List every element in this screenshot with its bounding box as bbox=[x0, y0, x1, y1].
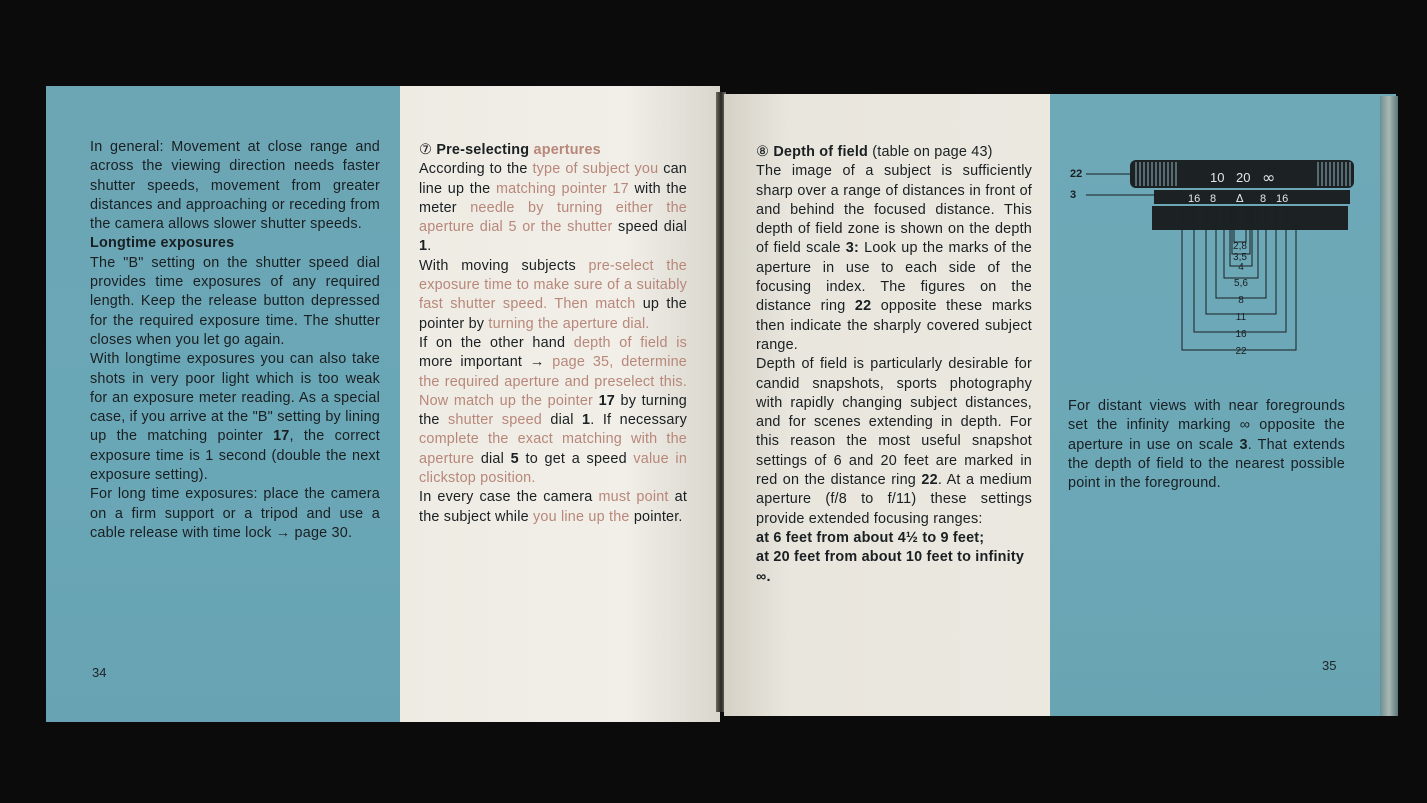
scale-mark-right-8: 8 bbox=[1260, 193, 1267, 205]
paragraph-snapshot-settings: Depth of field is particularly desirable for candid snapshots, sports photography with rapidly changing subject distances, and for scenes extending in depth. For this reason the most useful snapshot settings of 6 and 20 feet are marked in red on the distance ring 22. At a medium aperture (f/8 to f/11) these settings provide extended focusing ranges: bbox=[756, 356, 1032, 527]
paragraph-moving-subjects: With moving subjects pre-select the exposure time to make sure of a suitably fast shutter speed. Then match up the pointer by turning the aperture dial. bbox=[419, 257, 687, 332]
scale-index-mark: Δ bbox=[1236, 192, 1244, 205]
depth-of-field-scale-diagram bbox=[1064, 150, 1364, 370]
paragraph-type-of-subject: According to the type of subject you can line up the matching pointer 17 with the meter needle by turning either the aperture dial 5 or the shutter speed dial 1. bbox=[419, 161, 688, 255]
focus-range-6-feet: at 6 feet from about 4½ to 9 feet; bbox=[756, 529, 985, 546]
paragraph-infinity-marking: For distant views with near foregrounds set the infinity marking ∞ opposite the aperture in use on scale 3. That extends the depth of field to the nearest possible point in the foreground. bbox=[1068, 398, 1345, 492]
paragraph-b-setting: The "B" setting on the shutter speed dial provides time exposures of any required length. Keep the release button depressed for the required exposure time. The shutter closes when you let go again. bbox=[90, 254, 380, 348]
page-edges bbox=[1380, 96, 1398, 716]
aperture-label-4: 4 bbox=[1238, 262, 1244, 273]
column-pre-selecting-apertures bbox=[419, 141, 687, 527]
section-number-7: ⑦ bbox=[419, 142, 433, 158]
callout-22-label: 22 bbox=[1070, 168, 1083, 180]
heading-depth-of-field: ⑧ Depth of field (table on page 43) bbox=[756, 144, 993, 160]
scale-mark-left-8: 8 bbox=[1210, 193, 1217, 205]
aperture-label-16: 16 bbox=[1235, 329, 1247, 340]
heading-longtime-exposures: Longtime exposures bbox=[90, 235, 235, 252]
aperture-label-11: 11 bbox=[1235, 312, 1247, 323]
aperture-label-5-6: 5,6 bbox=[1234, 278, 1248, 289]
aperture-label-2-8: 2,8 bbox=[1233, 241, 1247, 252]
ring-mark-20: 20 bbox=[1236, 170, 1251, 185]
paragraph-camera-must-point: In every case the camera must point at the subject while you line up the pointer. bbox=[419, 489, 688, 525]
heading-pre-selecting: ⑦ Pre-selecting apertures bbox=[419, 142, 601, 158]
paragraph-depth-of-field-important: If on the other hand depth of field is more important → page 35, determine the required aperture and preselect this. Now match up the pointer 17 by turning the shutter speed dial 1. If necessary complete the exact matching with the aperture dial 5 to get a speed value in clickstop position. bbox=[419, 334, 688, 487]
paragraph-tripod: For long time exposures: place the camera on a firm support or a tripod and use a cable release with time lock → page 30. bbox=[90, 486, 380, 541]
ring-mark-10: 10 bbox=[1210, 170, 1225, 185]
column-longtime-exposures bbox=[90, 138, 380, 543]
column-distant-views bbox=[1068, 397, 1345, 493]
page-number-right: 35 bbox=[1322, 658, 1337, 673]
aperture-labels bbox=[1233, 241, 1248, 357]
aperture-label-3-5: 3,5 bbox=[1233, 252, 1247, 263]
focus-range-20-feet: at 20 feet from about 10 feet to infinity ∞. bbox=[756, 549, 1025, 585]
section-number-8: ⑧ bbox=[756, 144, 770, 160]
paragraph-poor-light: With longtime exposures you can also take shots in very poor light which is too weak for an exposure meter reading. As a special case, if you arrive at the "B" setting by lining up the matching pointer 17, the correct exposure time is 1 second (double the next exposure setting). bbox=[90, 351, 380, 484]
callout-3-label: 3 bbox=[1070, 189, 1077, 201]
aperture-label-22: 22 bbox=[1235, 346, 1247, 357]
paragraph-image-sharp: The image of a subject is sufficiently sharp over a range of distances in front of and behind the focused distance. This depth of field zone is shown on the depth of field scale 3: Look up the marks of the aperture in use to each side of the focusing index. The figures on the distance ring 22 opposite these marks then indicate the sharply covered subject range. bbox=[756, 163, 1032, 353]
aperture-scale-band bbox=[1154, 190, 1350, 204]
ring-mark-infinity: ∞ bbox=[1262, 168, 1276, 187]
scale-mark-left-16: 16 bbox=[1188, 193, 1201, 205]
aperture-label-8: 8 bbox=[1238, 295, 1244, 306]
scale-mark-right-16: 16 bbox=[1276, 193, 1289, 205]
paragraph-movement: In general: Movement at close range and across the viewing direction needs faster shutter speeds, movement from greater distances and approaching or receding from the camera allows slower shutter speeds. bbox=[90, 139, 380, 233]
page-number-left: 34 bbox=[92, 665, 107, 680]
column-depth-of-field bbox=[756, 143, 1032, 587]
